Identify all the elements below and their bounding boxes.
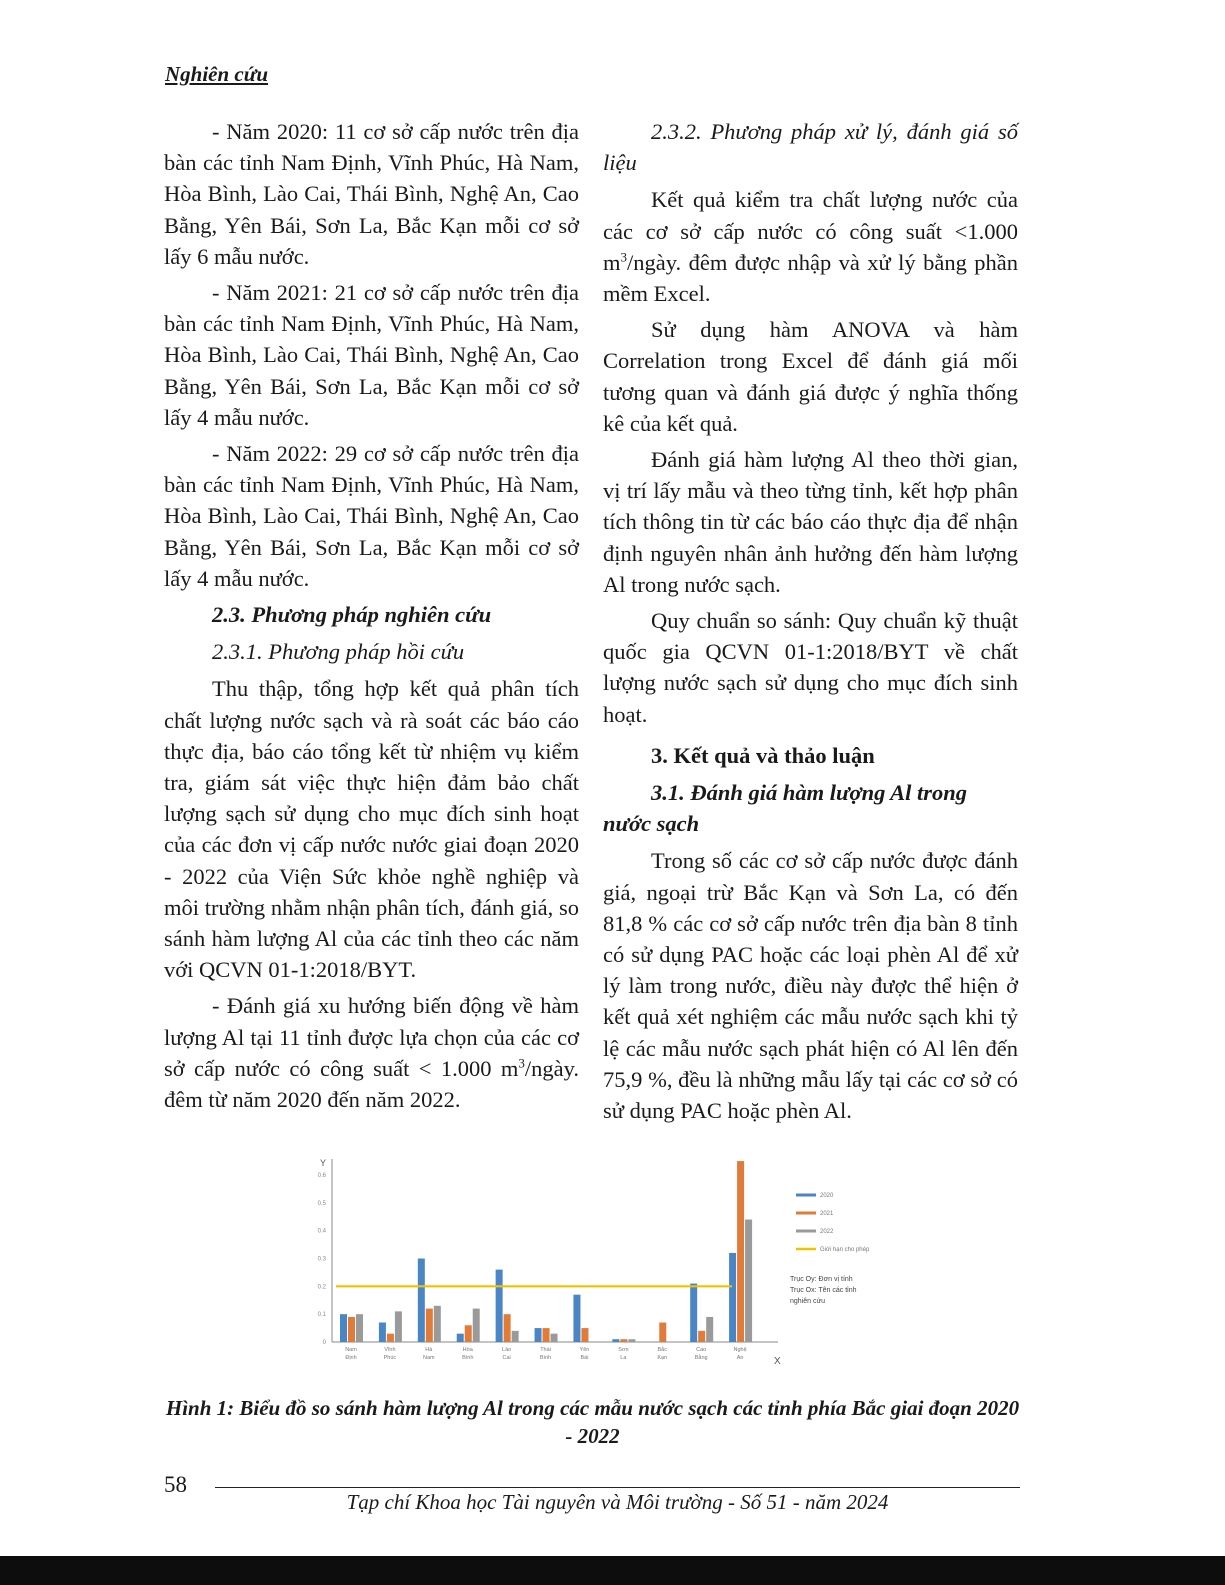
legend-label: 2020 [820, 1193, 834, 1199]
bar-2021-10 [737, 1161, 744, 1342]
bar-2020-9 [690, 1284, 697, 1342]
x-tick-label: La [620, 1355, 627, 1361]
x-tick-label: Bình [462, 1355, 474, 1361]
heading-al-assessment: 3.1. Đánh giá hàm lượng Al trong nước sạch [603, 780, 968, 837]
x-tick-label: Bắc [657, 1347, 668, 1353]
bar-2022-3 [473, 1309, 480, 1342]
bar-2020-2 [418, 1259, 425, 1343]
y-tick-label: 0.2 [317, 1284, 326, 1291]
paragraph-standard: Quy chuẩn so sánh: Quy chuẩn kỹ thuật quốc gia QCVN 01-1:2018/BYT về chất lượng nước sạch sử dụng cho mục đích sinh hoạt. [603, 608, 1018, 727]
bar-2022-1 [395, 1311, 402, 1342]
bar-2020-5 [535, 1328, 542, 1342]
bar-chart [300, 1155, 920, 1380]
bar-2020-3 [457, 1334, 464, 1342]
bar-2021-8 [659, 1323, 666, 1342]
paragraph-year-2022: - Năm 2022: 29 cơ sở cấp nước trên địa bàn các tỉnh Nam Định, Vĩnh Phúc, Hà Nam, Hòa Bình, Lào Cai, Thái Bình, Nghệ An, Cao Bằng, Yên Bái, Sơn La, Bắc Kạn mỗi cơ sở lấy 4 mẫu nước. [164, 441, 579, 591]
figure-caption: Hình 1: Biểu đồ so sánh hàm lượng Al trong các mẫu nước sạch các tỉnh phía Bắc giai đoạn 2020 - 2022 [165, 1396, 1020, 1448]
paragraph-trend-assessment [164, 990, 579, 1115]
results-text-a: Kết quả kiểm tra chất lượng nước của các cơ sở cấp nước có công suất <1.000 m [603, 187, 1018, 275]
heading-research-methods: 2.3. Phương pháp nghiên cứu [212, 602, 492, 628]
paragraph-findings: Trong số các cơ sở cấp nước được đánh giá, ngoại trừ Bắc Kạn và Sơn La, có đến 81,8 % các cơ sở cấp nước trên địa bàn 8 tỉnh có sử dụng PAC hoặc các loại phèn Al để xử lý làm trong nước, điều này được thể hiện ở kết quả xét nghiệm các mẫu nước sạch khi tỷ lệ các mẫu nước sạch phát hiện có Al lên đến 75,9 %, đều là những mẫu lấy tại các cơ sở có sử dụng PAC hoặc phèn Al. [603, 848, 1018, 1124]
right-column [603, 116, 1018, 1131]
axis-note-y: Trục Oy: Đơn vị tính [790, 1276, 853, 1283]
left-column [164, 116, 579, 1120]
x-tick-label: Định [345, 1355, 357, 1361]
paragraph-anova: Sử dụng hàm ANOVA và hàm Correlation trong Excel để đánh giá mối tương quan và đánh giá được ý nghĩa thống kê của kết quả. [603, 317, 1018, 436]
heading-results-discussion: 3. Kết quả và thảo luận [651, 742, 875, 768]
heading-retrospective-method: 2.3.1. Phương pháp hồi cứu [212, 639, 465, 665]
page-edge [0, 1556, 1225, 1585]
bar-2022-7 [628, 1339, 635, 1342]
x-tick-label: Yên [579, 1347, 590, 1353]
x-tick-label: Kạn [657, 1355, 668, 1361]
x-tick-label: Phúc [383, 1355, 397, 1361]
results-superscript: 3 [620, 249, 628, 265]
bar-2020-10 [729, 1253, 736, 1342]
paragraph-assessment: Đánh giá hàm lượng Al theo thời gian, vị trí lấy mẫu và theo từng tỉnh, kết hợp phân tích thông tin từ các báo cáo thực địa để nhận định nguyên nhân ảnh hưởng đến hàm lượng Al trong nước sạch. [603, 447, 1018, 597]
x-tick-label: Cao [696, 1347, 707, 1353]
bar-2020-7 [612, 1339, 619, 1342]
heading-data-processing: 2.3.2. Phương pháp xử lý, đánh giá số liệu [603, 119, 1018, 176]
legend-label: 2021 [820, 1211, 834, 1217]
bar-2021-4 [504, 1314, 511, 1342]
bar-2022-4 [512, 1331, 519, 1342]
figure-chart [300, 1155, 920, 1380]
legend-label: Giới hạn cho phép [820, 1247, 870, 1253]
bar-2021-0 [348, 1317, 355, 1342]
x-tick-label: Hòa [462, 1347, 473, 1353]
footer-rule [215, 1487, 1020, 1488]
x-tick-label: Bái [580, 1355, 589, 1361]
results-text-b: /ngày. đêm được nhập và xử lý bằng phần mềm Excel. [603, 249, 1018, 307]
paragraph-test-results [603, 184, 1018, 309]
trend-superscript: 3 [518, 1055, 525, 1071]
bar-2021-6 [581, 1328, 588, 1342]
bar-2020-4 [496, 1270, 503, 1342]
bar-2021-5 [543, 1328, 550, 1342]
x-axis-label: X [774, 1356, 781, 1367]
x-tick-label: Nam [345, 1347, 357, 1353]
bar-2022-0 [356, 1314, 363, 1342]
x-tick-label: Thái [540, 1347, 551, 1353]
bar-2021-9 [698, 1331, 705, 1342]
page-number: 58 [164, 1472, 187, 1497]
bar-2021-1 [387, 1334, 394, 1342]
y-tick-label: 0.5 [317, 1200, 326, 1207]
axis-note-x-line2: nghiên cứu [790, 1298, 826, 1305]
section-label: Nghiên cứu [165, 62, 269, 86]
paragraph-year-2020: - Năm 2020: 11 cơ sở cấp nước trên địa bàn các tỉnh Nam Định, Vĩnh Phúc, Hà Nam, Hòa Bình, Lào Cai, Thái Bình, Nghệ An, Cao Bằng, Yên Bái, Sơn La, Bắc Kạn mỗi cơ sở lấy 6 mẫu nước. [164, 119, 579, 269]
trend-text-b: /ngày. đêm từ năm 2020 đến năm 2022. [164, 1055, 579, 1113]
x-tick-label: Cai [502, 1355, 511, 1361]
bar-2021-3 [465, 1325, 472, 1342]
x-tick-label: Bằng [694, 1355, 708, 1361]
bar-2021-7 [620, 1339, 627, 1342]
y-tick-label: 0.3 [317, 1256, 326, 1263]
x-tick-label: Nam [423, 1355, 435, 1361]
x-tick-label: Vĩnh [384, 1347, 396, 1353]
x-tick-label: Sơn [618, 1347, 629, 1353]
x-tick-label: Nghệ [733, 1347, 747, 1353]
x-tick-label: An [736, 1355, 744, 1361]
bar-2020-1 [379, 1323, 386, 1342]
x-tick-label: Bình [539, 1355, 552, 1361]
y-tick-label: 0.4 [317, 1228, 326, 1235]
paragraph-data-collection: Thu thập, tổng hợp kết quả phân tích chất lượng nước sạch và rà soát các báo cáo thực địa, báo cáo tổng kết từ nhiệm vụ kiểm tra, giám sát việc thực hiện đảm bảo chất lượng sạch sử dụng cho mục đích sinh hoạt của các đơn vị cấp nước nước giai đoạn 2020 - 2022 của Viện Sức khỏe nghề nghiệp và môi trường nhằm nhận phân tích, đánh giá, so sánh hàm lượng Al của các tỉnh theo các năm với QCVN 01-1:2018/BYT. [164, 676, 579, 983]
trend-text-a: - Đánh giá xu hướng biến động về hàm lượng Al tại 11 tỉnh được lựa chọn của các cơ sở cấp nước có công suất < 1.000 m [164, 993, 579, 1081]
y-axis-label: Y [320, 1158, 327, 1168]
bar-2022-5 [551, 1334, 558, 1342]
y-tick-label: 0.6 [317, 1173, 326, 1179]
paragraph-year-2021: - Năm 2021: 21 cơ sở cấp nước trên địa bàn các tỉnh Nam Định, Vĩnh Phúc, Hà Nam, Hòa Bình, Lào Cai, Thái Bình, Nghệ An, Cao Bằng, Yên Bái, Sơn La, Bắc Kạn mỗi cơ sở lấy 4 mẫu nước. [164, 280, 579, 430]
x-tick-label: Lào [502, 1347, 512, 1353]
bar-2020-0 [340, 1314, 347, 1342]
x-tick-label: Hà [425, 1347, 433, 1353]
legend-label: 2022 [820, 1229, 834, 1235]
bar-2022-2 [434, 1306, 441, 1342]
axis-note-x-line1: Trục Ox: Tên các tỉnh [790, 1287, 857, 1294]
y-tick-label: 0.1 [317, 1312, 326, 1319]
y-tick-label: 0 [322, 1340, 326, 1346]
bar-2020-6 [573, 1295, 580, 1342]
bar-2022-9 [706, 1317, 713, 1342]
bar-2021-2 [426, 1309, 433, 1342]
bar-2022-10 [745, 1220, 752, 1342]
journal-title: Tạp chí Khoa học Tài nguyên và Môi trường - Số 51 - năm 2024 [346, 1490, 889, 1514]
